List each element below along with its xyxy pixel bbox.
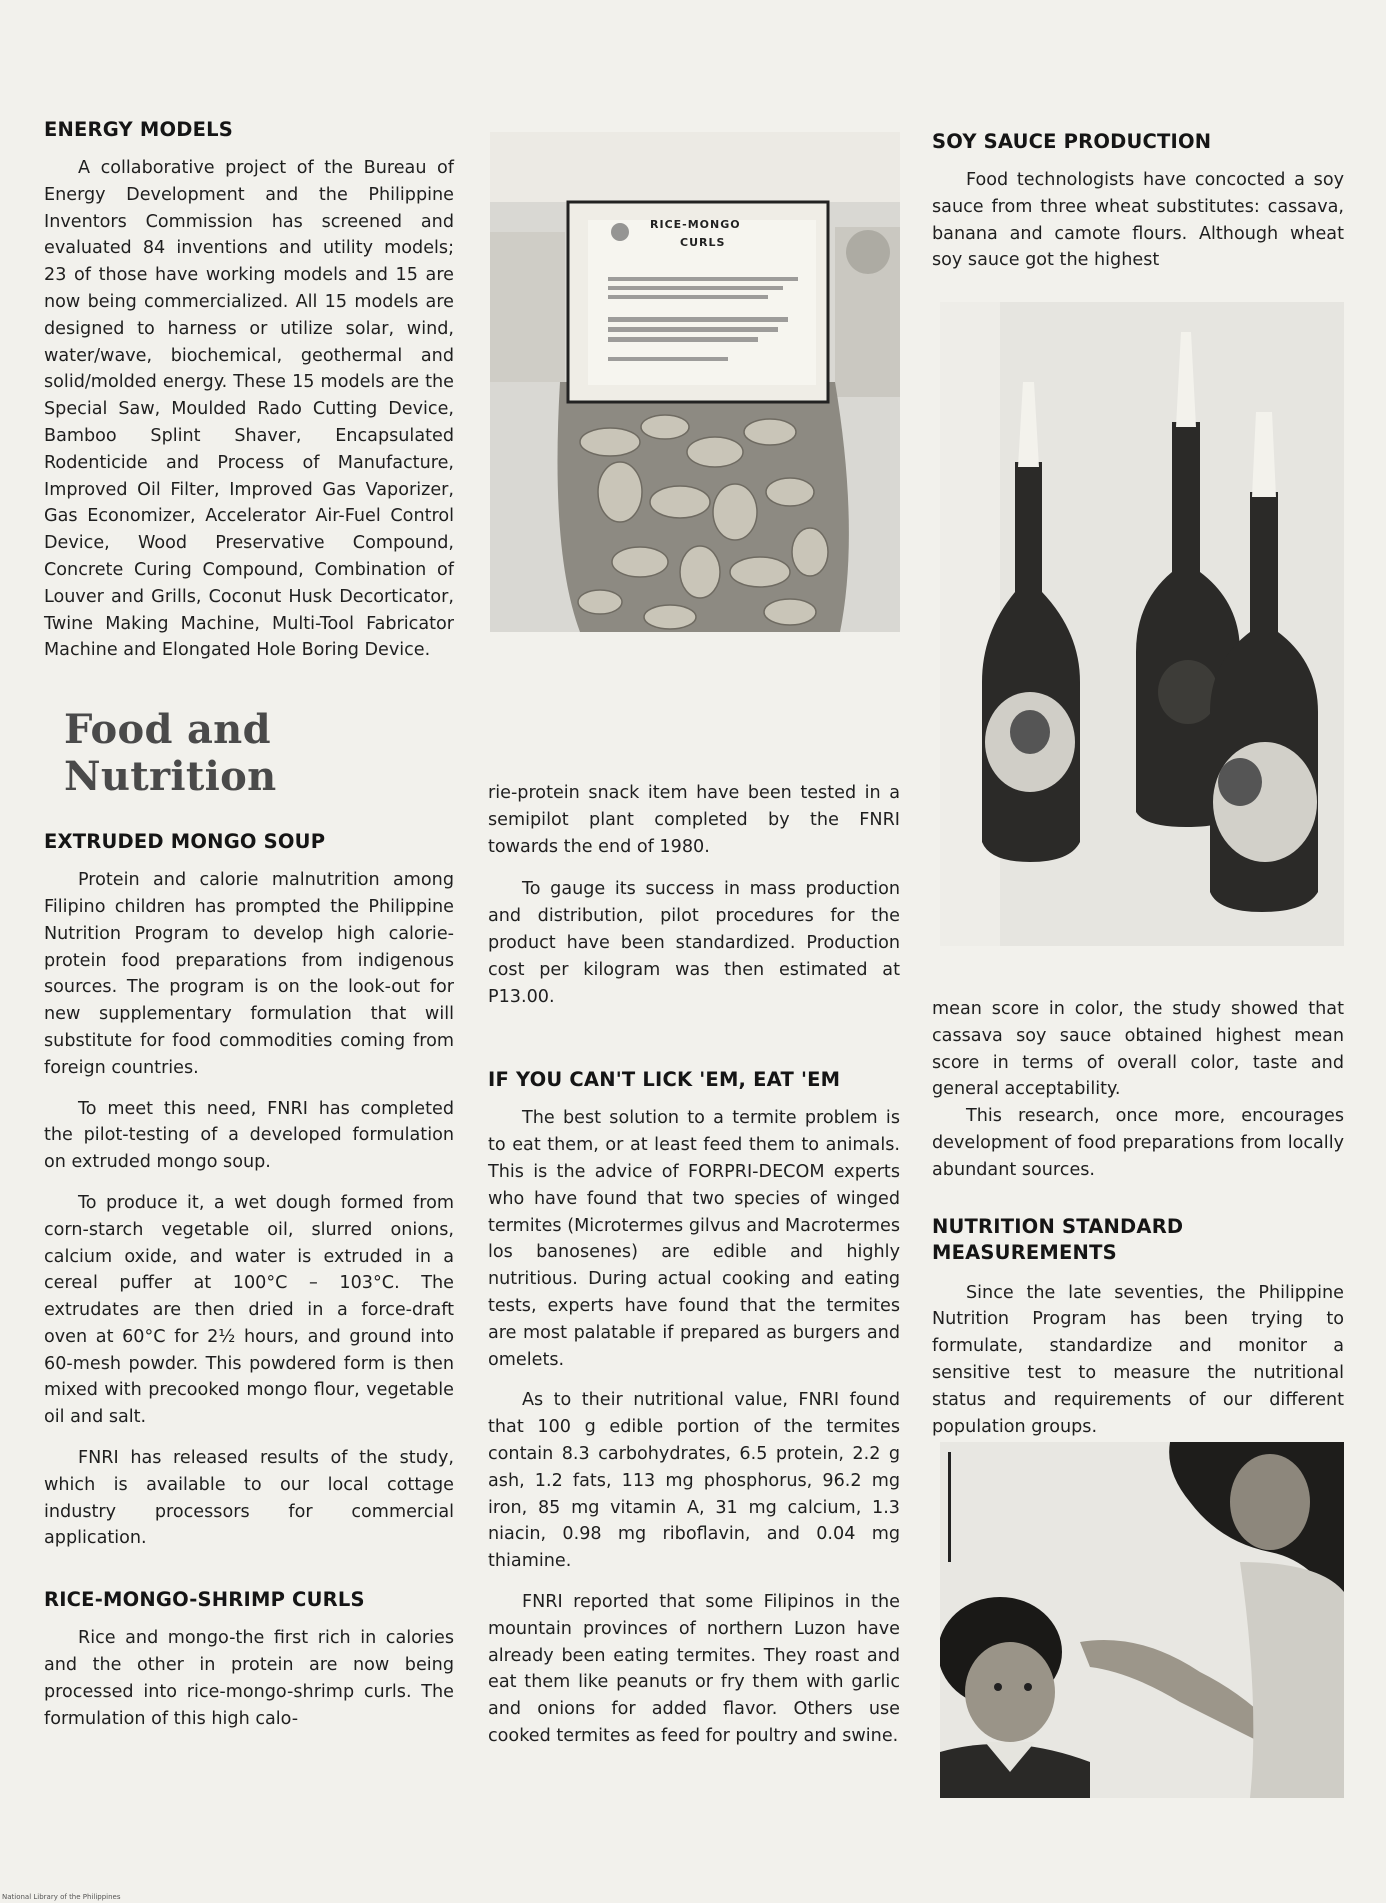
nutrition-standard-heading: NUTRITION STANDARD MEASUREMENTS — [932, 1214, 1184, 1264]
termites-heading: IF YOU CAN'T LICK 'EM, EAT 'EM — [488, 1068, 841, 1092]
soy-sauce-heading: SOY SAUCE PRODUCTION — [932, 130, 1212, 153]
right-column-top — [932, 130, 1344, 274]
rice-mongo-curls-photo — [490, 132, 900, 632]
photo-label-line2: CURLS — [680, 236, 726, 249]
nutrition-standard-p1: Since the late seventies, the Philippine Nutrition Program has been trying to formulate, standardize and monitor a sensitive test to measure the nutritional status and requirements of our different population groups. — [932, 1282, 1344, 1437]
energy-models-body: A collaborative project of the Bureau of Energy Development and the Philippine Inventors Commission has screened and evaluated 84 inventions and utility models; 23 of those have working models and 15 are now being commercialized. All 15 models are designed to harness or utilize solar, wind, water/wave, biochemical, geothermal and solid/molded energy. These 15 models are the Special Saw, Moulded Rado Cutting Device, Bamboo Splint Shaver, Encapsulated Rodenticide and Process of Manufacture, Improved Oil Filter, Improved Gas Vaporizer, Gas Economizer, Accelerator Air-Fuel Control Device, Wood Preservative Compound, Concrete Curing Compound, Combination of Louver and Grills, Coconut Husk Decorticator, Twine Making Machine, Multi-Tool Fabricator Machine and Elongated Hole Boring Device. — [44, 158, 454, 661]
soy-sauce-p3: This research, once more, encourages development of food preparations from locally abundant sources. — [932, 1106, 1344, 1180]
extruded-mongo-soup-p2: To meet this need, FNRI has completed the pilot-testing of a developed formulation on extruded mongo soup. — [44, 1098, 454, 1173]
rice-mongo-shrimp-p1: Rice and mongo-the first rich in calories and the other in protein are now being processed into rice-mongo-shrimp curls. The formulation of this high calo- — [44, 1628, 454, 1729]
extruded-mongo-soup-p3: To produce it, a wet dough formed from corn-starch vegetable oil, slurred onions, calcium oxide, and water is extruded in a cereal puffer at 100°C – 103°C. The extrudates are then dried in a force-draft oven at 60°C for 2½ hours, and ground into 60-mesh powder. This powdered form is then mixed with precooked mongo flour, vegetable oil and salt. — [44, 1192, 454, 1428]
photo-label-line1: RICE-MONGO — [650, 218, 741, 231]
rice-mongo-continuation: rie-protein snack item have been tested in a semipilot plant completed by the FNRI towards the end of 1980. — [488, 783, 900, 857]
soy-sauce-p2: mean score in color, the study showed that cassava soy sauce obtained highest mean score in terms of overall color, taste and general acceptability. — [932, 999, 1344, 1100]
extruded-mongo-soup-heading: EXTRUDED MONGO SOUP — [44, 830, 326, 854]
left-column — [44, 118, 454, 1732]
nutrition-measurement-photo — [940, 1442, 1344, 1798]
termites-p1: The best solution to a termite problem is to eat them, or at least feed them to animals. This is the advice of FORPRI-DECOM experts who have found that two species of winged termites (Microtermes gilvus and Macrotermes los banosenes) are edible and highly nutritious. During actual cooking and eating tests, experts have found that the termites are most palatable if prepared as burgers and omelets. — [488, 1108, 900, 1370]
section-title-food-nutrition: Food and Nutrition — [64, 706, 277, 801]
rice-mongo-shrimp-heading: RICE-MONGO-SHRIMP CURLS — [44, 1588, 365, 1612]
extruded-mongo-soup-p1: Protein and calorie malnutrition among Filipino children has prompted the Philippine Nutrition Program to develop high calorie-protein food preparations from indigenous sources. The program is on the look-out for new supplementary formulation that will substitute for food commodities coming from foreign countries. — [44, 870, 454, 1078]
rice-mongo-p2: To gauge its success in mass production and distribution, pilot procedures for the product have been standardized. Production cost per kilogram was then estimated at P13.00. — [488, 879, 900, 1007]
energy-models-heading: ENERGY MODELS — [44, 118, 234, 141]
footer-note: National Library of the Philippines — [2, 1893, 121, 1901]
middle-column-text — [488, 780, 900, 1750]
termites-p3: FNRI reported that some Filipinos in the mountain provinces of northern Luzon have already been eating termites. They roast and eat them like peanuts or fry them with garlic and onions for added flavor. Others use cooked termites as feed for poultry and swine. — [488, 1591, 900, 1746]
termites-p2: As to their nutritional value, FNRI found that 100 g edible portion of the termites contain 8.3 carbohydrates, 6.5 protein, 2.2 g ash, 1.2 fats, 113 mg phosphorus, 96.2 mg iron, 85 mg vitamin A, 31 mg calcium, 1.3 niacin, 0.98 mg riboflavin, and 0.04 mg thiamine. — [488, 1390, 900, 1572]
right-column-bottom — [932, 996, 1344, 1440]
soy-sauce-bottles-photo — [940, 302, 1344, 946]
extruded-mongo-soup-p4: FNRI has released results of the study, which is available to our local cottage industry processors for commercial application. — [44, 1448, 454, 1549]
soy-sauce-p1: Food technologists have concocted a soy sauce from three wheat substitutes: cassava, banana and camote flours. Although wheat soy sauce got the highest — [932, 170, 1344, 271]
